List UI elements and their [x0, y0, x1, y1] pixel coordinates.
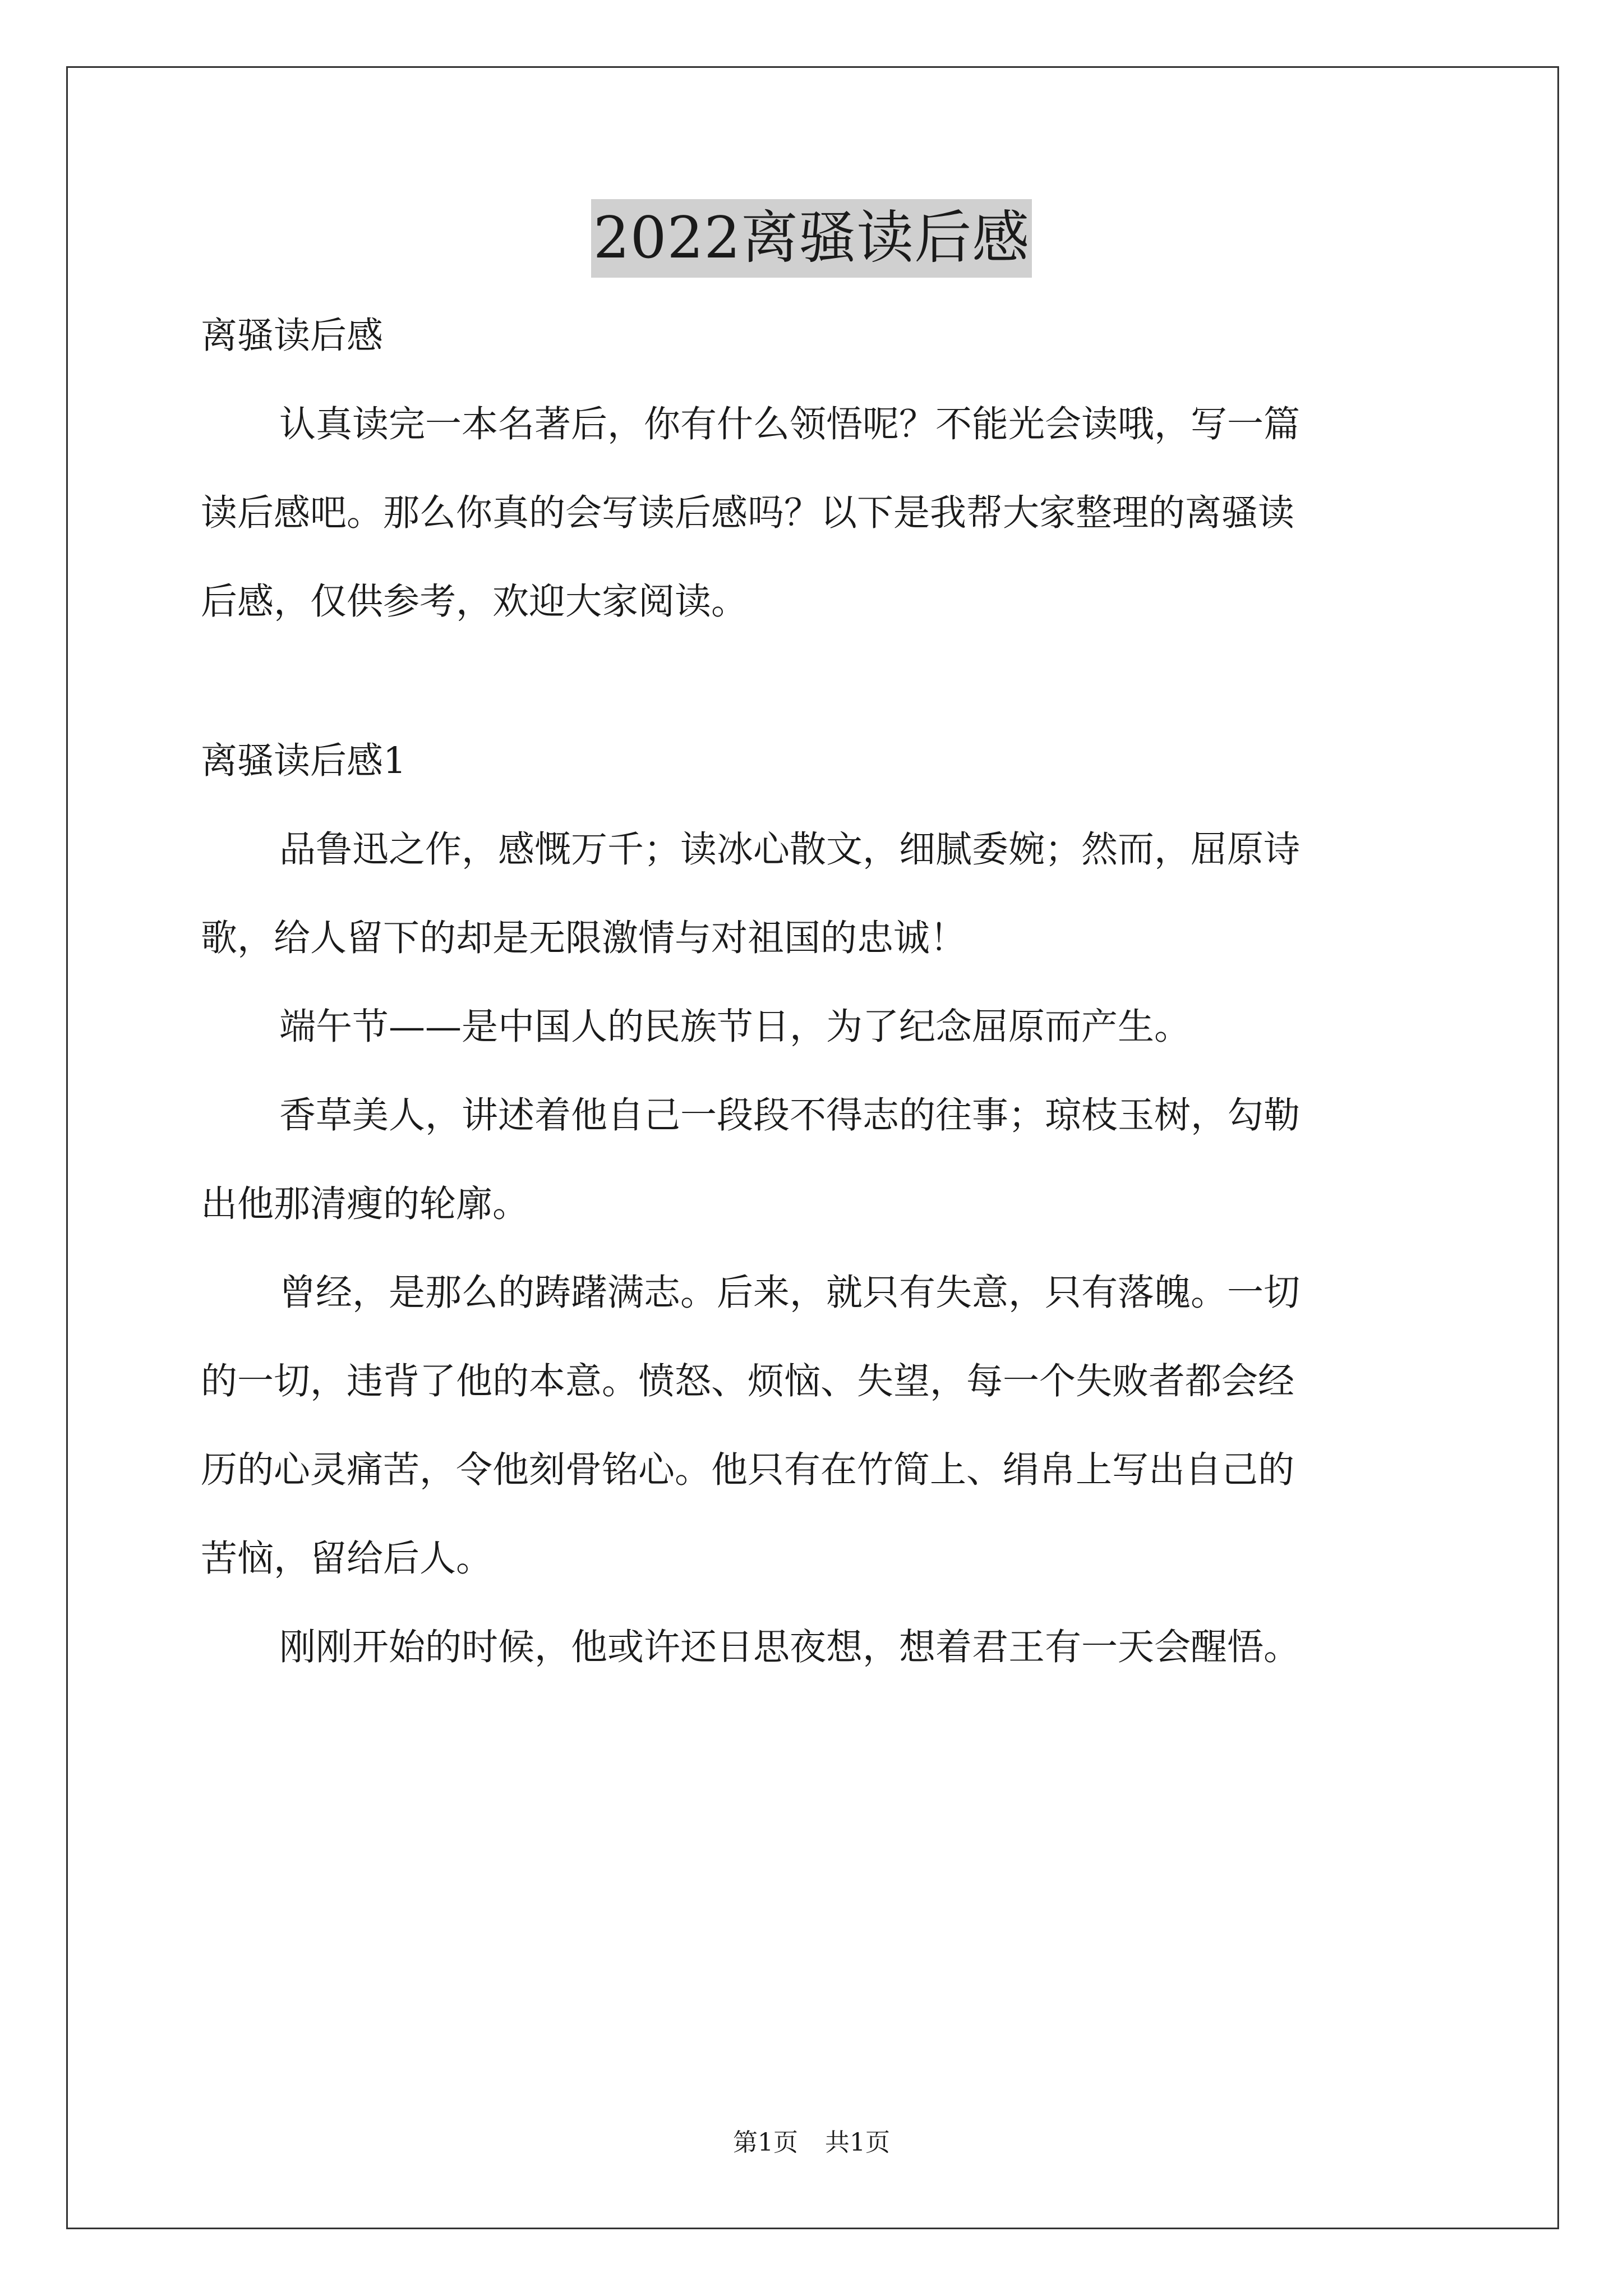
- paragraph-line: 读后感吧。那么你真的会写读后感吗？以下是我帮大家整理的离骚读: [201, 492, 1295, 534]
- document-title: 2022离骚读后感: [591, 199, 1032, 278]
- paragraph-line: 品鲁迅之作，感慨万千；读冰心散文，细腻委婉；然而，屈原诗: [279, 829, 1301, 871]
- paragraph-line: 香草美人，讲述着他自己一段段不得志的往事；琼枝玉树，勾勒: [279, 1094, 1301, 1137]
- paragraph-line: 历的心灵痛苦，令他刻骨铭心。他只有在竹简上、绢帛上写出自己的: [201, 1449, 1295, 1491]
- section-heading: 离骚读后感: [201, 315, 384, 357]
- paragraph-line: 的一切，违背了他的本意。愤怒、烦恼、失望，每一个失败者都会经: [201, 1360, 1295, 1402]
- paragraph-line: 端午节——是中国人的民族节日，为了纪念屈原而产生。: [279, 1006, 1191, 1048]
- paragraph-line: 刚刚开始的时候，他或许还日思夜想，想着君王有一天会醒悟。: [279, 1626, 1301, 1668]
- page-number-total: 共1页: [825, 2128, 890, 2157]
- section-heading: 离骚读后感1: [201, 740, 407, 782]
- paragraph-line: 歌，给人留下的却是无限激情与对祖国的忠诚！: [201, 917, 967, 959]
- paragraph-line: 认真读完一本名著后，你有什么领悟呢？不能光会读哦，写一篇: [279, 403, 1301, 445]
- document-body: [201, 292, 1429, 1692]
- paragraph-line: 后感，仅供参考，欢迎大家阅读。: [201, 581, 748, 623]
- page-number-current: 第1页: [733, 2128, 798, 2157]
- paragraph-line: 苦恼，留给后人。: [201, 1538, 493, 1580]
- title-container: [0, 199, 1623, 278]
- paragraph-line: 出他那清瘦的轮廓。: [201, 1183, 529, 1225]
- paragraph-line: 曾经，是那么的踌躇满志。后来，就只有失意，只有落魄。一切: [279, 1272, 1301, 1314]
- spacer: [201, 646, 1429, 717]
- page-footer: [0, 2126, 1623, 2160]
